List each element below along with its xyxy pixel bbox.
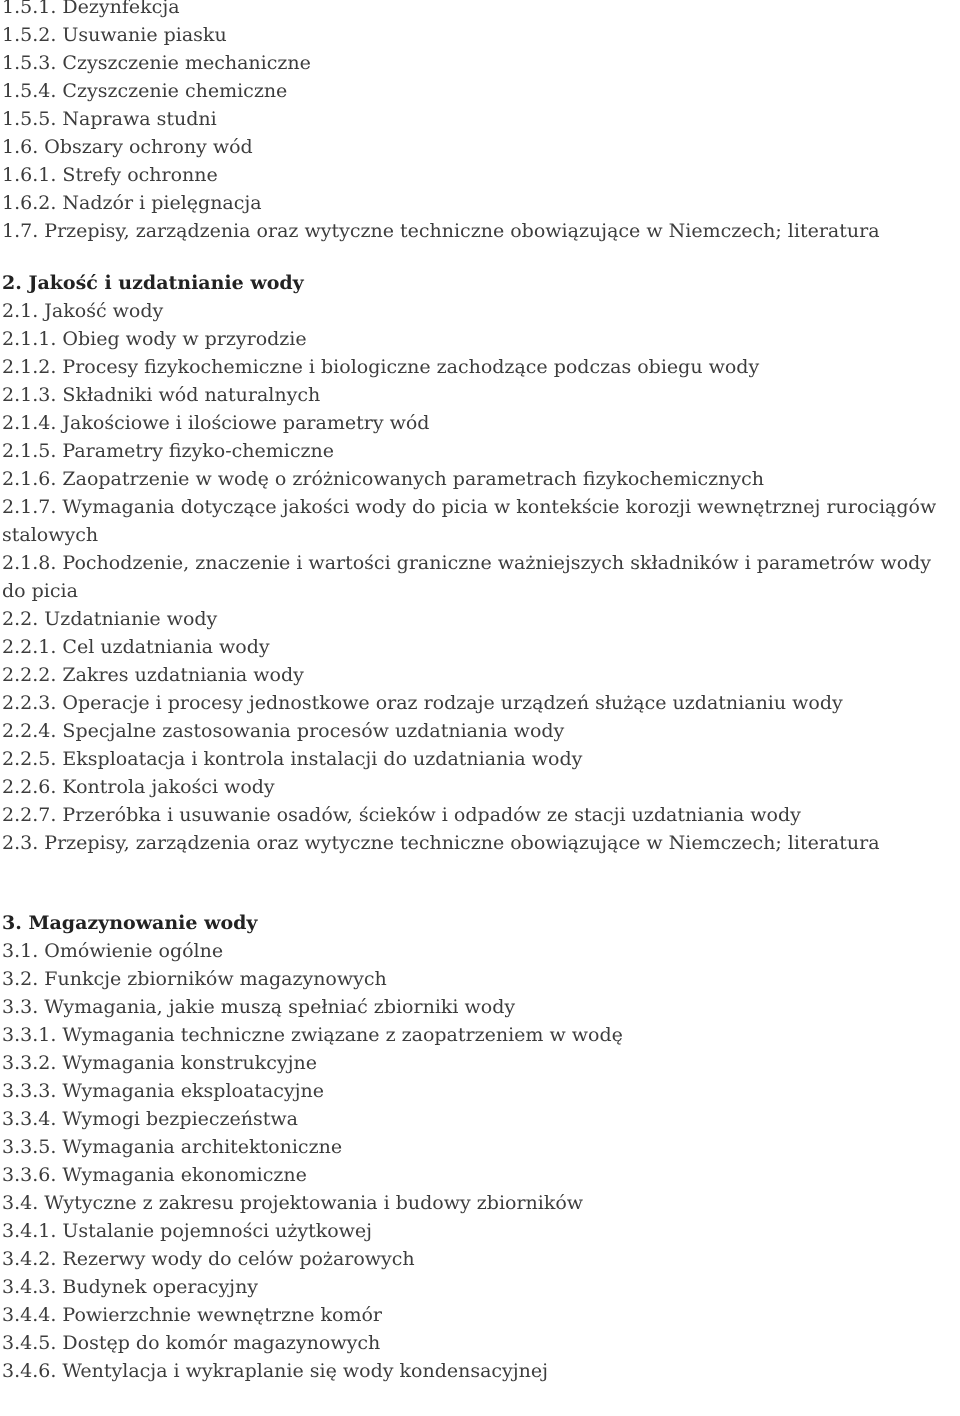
toc-item: 3.4.1. Ustalanie pojemności użytkowej: [2, 1220, 373, 1242]
document-page: [2, 0, 952, 1385]
toc-item: 3.1. Omówienie ogólne: [2, 940, 224, 962]
toc-item: 1.5.4. Czyszczenie chemiczne: [2, 80, 288, 102]
toc-item: 1.6.1. Strefy ochronne: [2, 164, 218, 186]
toc-item: 3.4. Wytyczne z zakresu projektowania i budowy zbiorników: [2, 1192, 584, 1214]
toc-item: 2.1.2. Procesy fizykochemiczne i biologiczne zachodzące podczas obiegu wody: [2, 356, 760, 378]
toc-item: 3.3.4. Wymogi bezpieczeństwa: [2, 1108, 299, 1130]
toc-item: 2.1.8. Pochodzenie, znaczenie i wartości graniczne ważniejszych składników i parametrów wody do picia: [2, 552, 932, 602]
toc-item: 2.1.6. Zaopatrzenie w wodę o zróżnicowanych parametrach fizykochemicznych: [2, 468, 765, 490]
toc-item: 3.3.3. Wymagania eksploatacyjne: [2, 1080, 325, 1102]
toc-item: 2.1.1. Obieg wody w przyrodzie: [2, 328, 307, 350]
section-heading: 3. Magazynowanie wody: [2, 912, 258, 934]
toc-item: 2.3. Przepisy, zarządzenia oraz wytyczne techniczne obowiązujące w Niemczech; literatura: [2, 832, 880, 854]
toc-item: 3.2. Funkcje zbiorników magazynowych: [2, 968, 387, 990]
toc-item: 2.1.3. Składniki wód naturalnych: [2, 384, 321, 406]
toc-item: 2.2. Uzdatnianie wody: [2, 608, 218, 630]
toc-item: 2.2.5. Eksploatacja i kontrola instalacji do uzdatniania wody: [2, 748, 583, 770]
toc-item: 1.7. Przepisy, zarządzenia oraz wytyczne techniczne obowiązujące w Niemczech; literatura: [2, 220, 880, 242]
section-2: [2, 269, 952, 857]
toc-item: 3.4.2. Rezerwy wody do celów pożarowych: [2, 1248, 415, 1270]
toc-item: 3.3.1. Wymagania techniczne związane z zaopatrzeniem w wodę: [2, 1024, 623, 1046]
toc-item: 1.5.2. Usuwanie piasku: [2, 24, 227, 46]
toc-item: 3.4.5. Dostęp do komór magazynowych: [2, 1332, 381, 1354]
toc-item: 3.4.3. Budynek operacyjny: [2, 1276, 259, 1298]
toc-item: 2.2.2. Zakres uzdatniania wody: [2, 664, 304, 686]
toc-item: 3.4.6. Wentylacja i wykraplanie się wody kondensacyjnej: [2, 1360, 549, 1382]
toc-item: 2.1.4. Jakościowe i ilościowe parametry wód: [2, 412, 430, 434]
toc-item: 1.5.3. Czyszczenie mechaniczne: [2, 52, 311, 74]
toc-item: 3.3.6. Wymagania ekonomiczne: [2, 1164, 307, 1186]
toc-item: 2.2.3. Operacje i procesy jednostkowe oraz rodzaje urządzeń służące uzdatnianiu wody: [2, 692, 843, 714]
toc-item: 2.1. Jakość wody: [2, 300, 164, 322]
toc-item: 3.3. Wymagania, jakie muszą spełniać zbiorniki wody: [2, 996, 516, 1018]
toc-item: 2.1.5. Parametry fizyko-chemiczne: [2, 440, 334, 462]
toc-item: 2.2.4. Specjalne zastosowania procesów uzdatniania wody: [2, 720, 565, 742]
toc-item: 2.1.7. Wymagania dotyczące jakości wody do picia w kontekście korozji wewnętrznej rurociągów stalowych: [2, 496, 937, 546]
toc-item: 2.2.1. Cel uzdatniania wody: [2, 636, 270, 658]
section-3: [2, 909, 952, 1385]
toc-item: 2.2.7. Przeróbka i usuwanie osadów, ścieków i odpadów ze stacji uzdatniania wody: [2, 804, 801, 826]
toc-item: 1.6.2. Nadzór i pielęgnacja: [2, 192, 262, 214]
toc-item: 3.3.5. Wymagania architektoniczne: [2, 1136, 343, 1158]
section-heading: 2. Jakość i uzdatnianie wody: [2, 272, 304, 294]
toc-item: 1.5.1. Dezynfekcja: [2, 0, 180, 18]
toc-item: 1.5.5. Naprawa studni: [2, 108, 217, 130]
section-1-tail-list: [2, 0, 952, 245]
toc-item: 2.2.6. Kontrola jakości wody: [2, 776, 275, 798]
toc-item: 3.4.4. Powierzchnie wewnętrzne komór: [2, 1304, 383, 1326]
toc-item: 1.6. Obszary ochrony wód: [2, 136, 253, 158]
toc-item: 3.3.2. Wymagania konstrukcyjne: [2, 1052, 317, 1074]
